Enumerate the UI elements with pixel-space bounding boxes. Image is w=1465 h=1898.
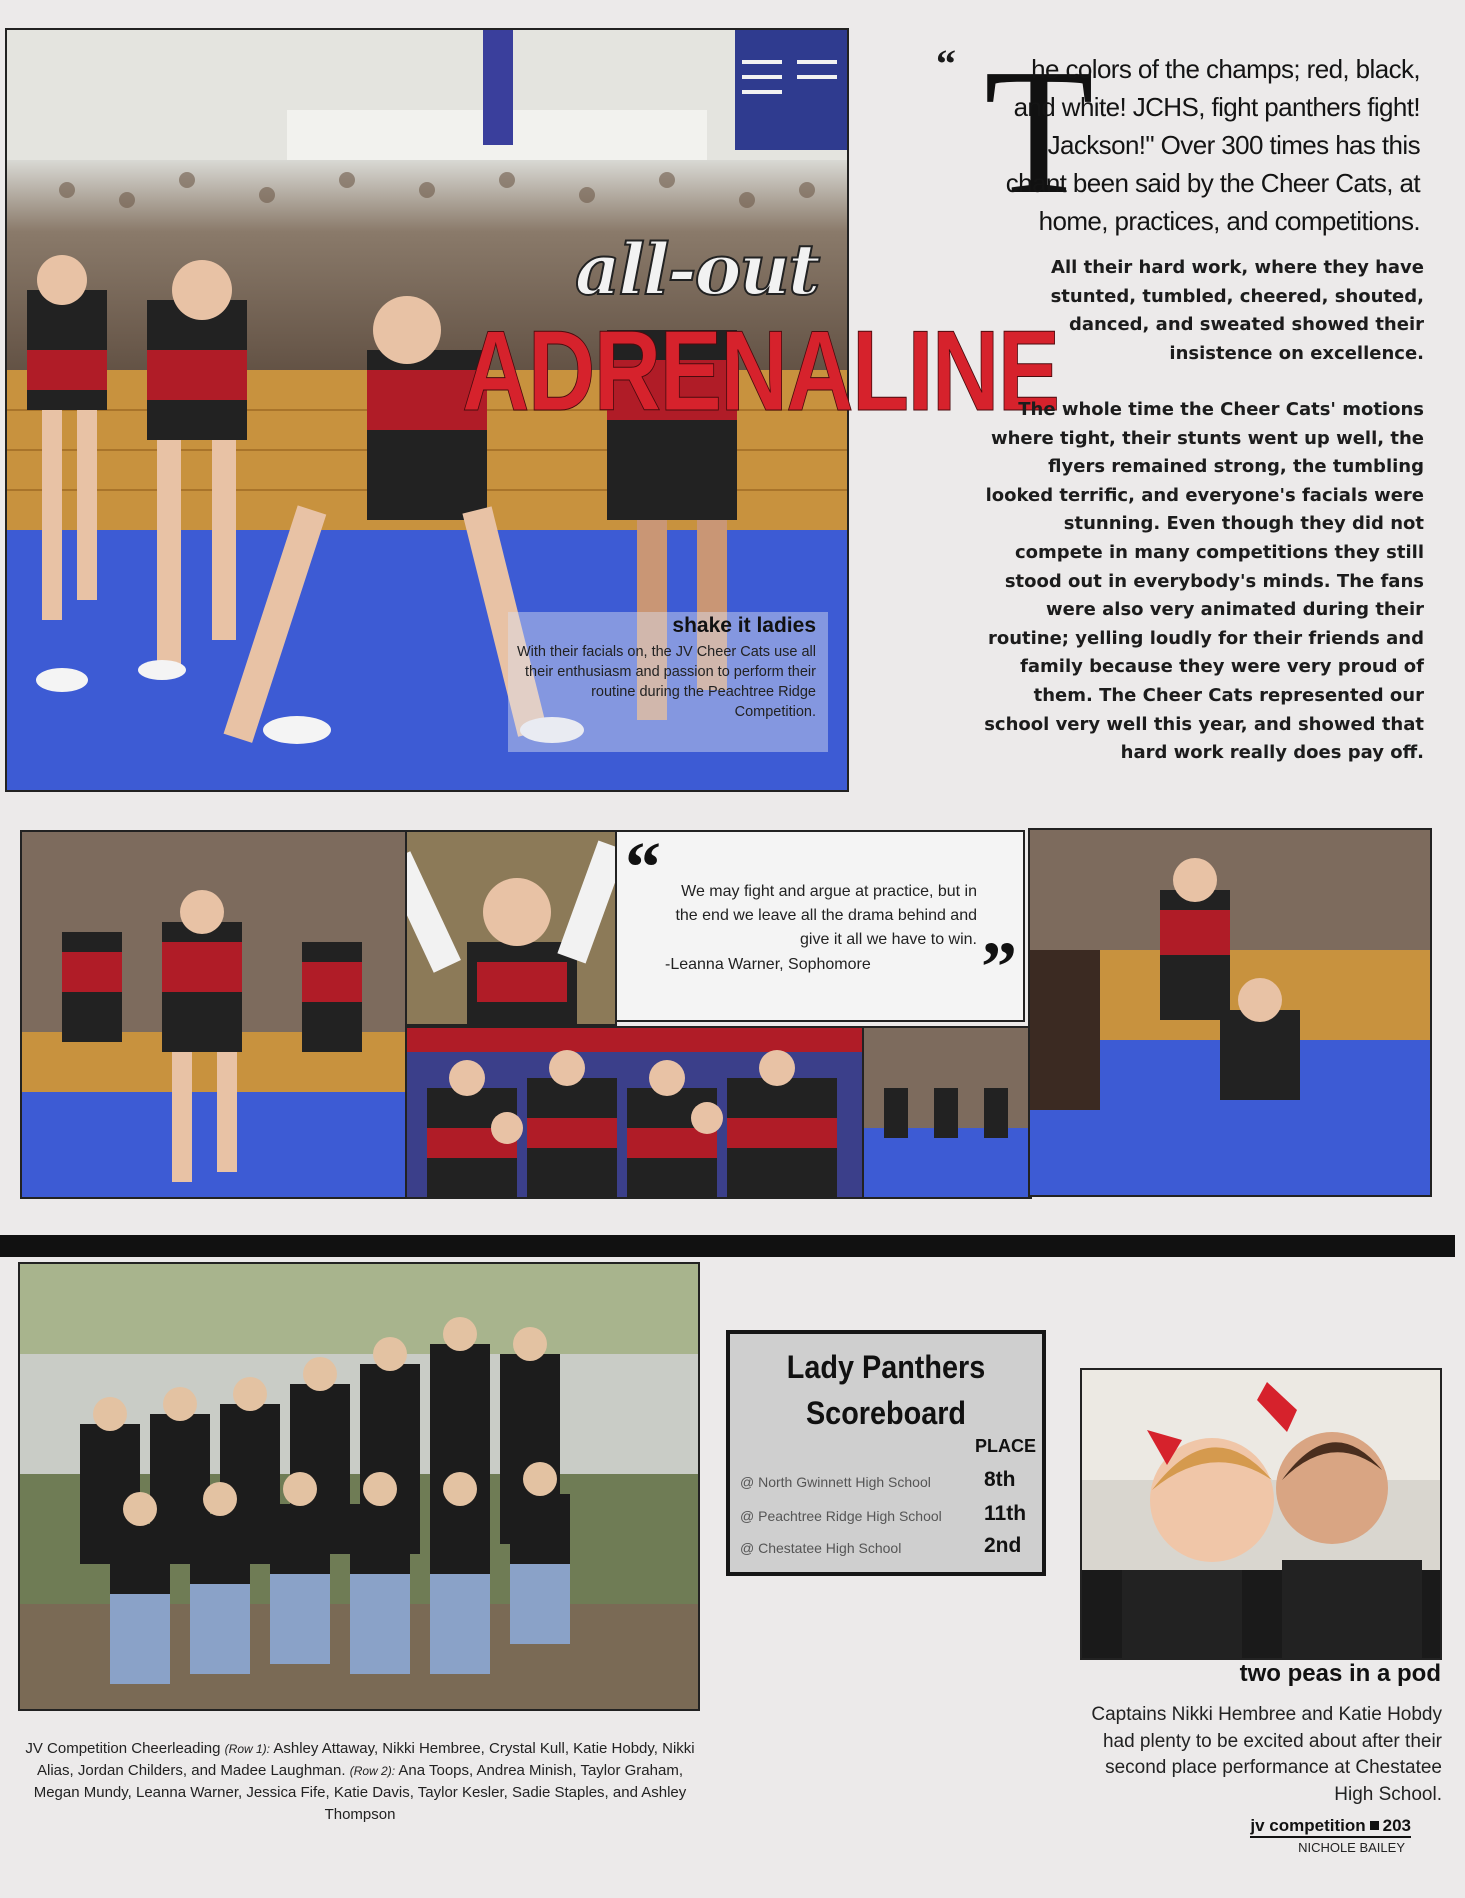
scoreboard (726, 1330, 1046, 1576)
scoreboard-school: @ Peachtree Ridge High School (740, 1508, 942, 1524)
scoreboard-school: @ North Gwinnett High School (740, 1474, 931, 1490)
scoreboard-row (730, 1466, 1042, 1500)
folio-page-number: 203 (1382, 1816, 1411, 1835)
team-group-photo (18, 1262, 700, 1711)
quote-close-mark: ” (981, 927, 1017, 1007)
scoreboard-school: @ Chestatee High School (740, 1540, 902, 1556)
cheer-photo-portrait (405, 830, 617, 1026)
page-folio (1250, 1816, 1411, 1838)
scoreboard-place: 11th (984, 1502, 1027, 1525)
pod-caption-text: Captains Nikki Hembree and Katie Hobdy had plenty to be excited about after their second place performance at Chestatee High School. (1091, 1704, 1442, 1805)
cheer-stunt-photo (1028, 828, 1432, 1197)
scoreboard-place: 2nd (984, 1534, 1022, 1557)
group-caption-row2: Ana Toops, Andrea Minish, Taylor Graham, Megan Mundy, Leanna Warner, Jessica Fife, Katie Davis, Taylor Kesler, Sadie Staples, and Ashley Thompson (33, 1762, 687, 1823)
intro-lead: he colors of the champs; red, black, and white! JCHS, fight panthers fight! Jackson!" Over 300 times has this chant been said by the Cheer Cats, at home, practices, and competitions. (1005, 54, 1420, 236)
quote-open-mark: “ (625, 827, 661, 907)
intro-body-first: All their hard work, where they have stunted, tumbled, cheered, shouted, danced, and sweated showed their insistence on excellence. (1050, 257, 1424, 364)
group-caption-lead: JV Competition Cheerleading (25, 1740, 221, 1757)
folio-section: jv competition (1250, 1816, 1366, 1835)
section-divider (0, 1235, 1455, 1257)
scoreboard-row (730, 1500, 1042, 1534)
quote-text: We may fight and argue at practice, but in the end we leave all the drama behind and give it all we have to win. (675, 883, 977, 948)
hero-caption-heading: shake it ladies (672, 614, 816, 637)
scoreboard-place: 8th (984, 1468, 1016, 1491)
group-caption-row1: Ashley Attaway, Nikki Hembree, Crystal Kull, Katie Hobdy, Nikki Alias, Jordan Childers, and Madee Laughman. (37, 1740, 695, 1779)
hero-caption (508, 612, 828, 752)
page-credit: NICHOLE BAILEY (1298, 1840, 1405, 1855)
intro-open-quote: “ (936, 41, 956, 86)
folio-square-icon (1370, 1821, 1379, 1830)
group-caption-row2-tag: (Row 2): (349, 1764, 396, 1778)
pod-caption-heading: two peas in a pod (1239, 1660, 1441, 1687)
scoreboard-title-line1: Lady Panthers (786, 1349, 986, 1385)
hero-caption-text: With their facials on, the JV Cheer Cats use all their enthusiasm and passion to perform their routine during the Peachtree Ridge Competition. (517, 644, 816, 720)
team-huddle-photo (405, 1026, 864, 1199)
scoreboard-place-header: PLACE (975, 1436, 1037, 1456)
captains-photo (1080, 1368, 1442, 1660)
intro-dropcap: T (984, 32, 1094, 231)
group-caption (22, 1738, 698, 1826)
group-caption-row1-tag: (Row 1): (224, 1742, 271, 1756)
scoreboard-title (746, 1344, 1027, 1436)
cheer-photo-left (20, 830, 407, 1199)
title-script: all-out (575, 228, 819, 311)
quote-attribution: -Leanna Warner, Sophomore (665, 956, 871, 973)
cheer-photo-small (862, 1026, 1032, 1199)
intro-body: The whole time the Cheer Cats' motions where tight, their stunts went up well, the flyers remained strong, the tumbling looked terrific, and everyone's facials were stunning. Even though they did not compete in many competitions they still stood out in everybody's minds. The fans were also very animated during their routine; yelling loudly for their friends and family because they were very proud of them. The Cheer Cats represented our school very well this year, and showed that hard work really does pay off. (984, 399, 1424, 764)
page-title: ADRENALINE (462, 308, 1059, 435)
scoreboard-title-line2: Scoreboard (805, 1395, 967, 1431)
pull-quote (615, 827, 1025, 1022)
scoreboard-row (730, 1532, 1042, 1566)
